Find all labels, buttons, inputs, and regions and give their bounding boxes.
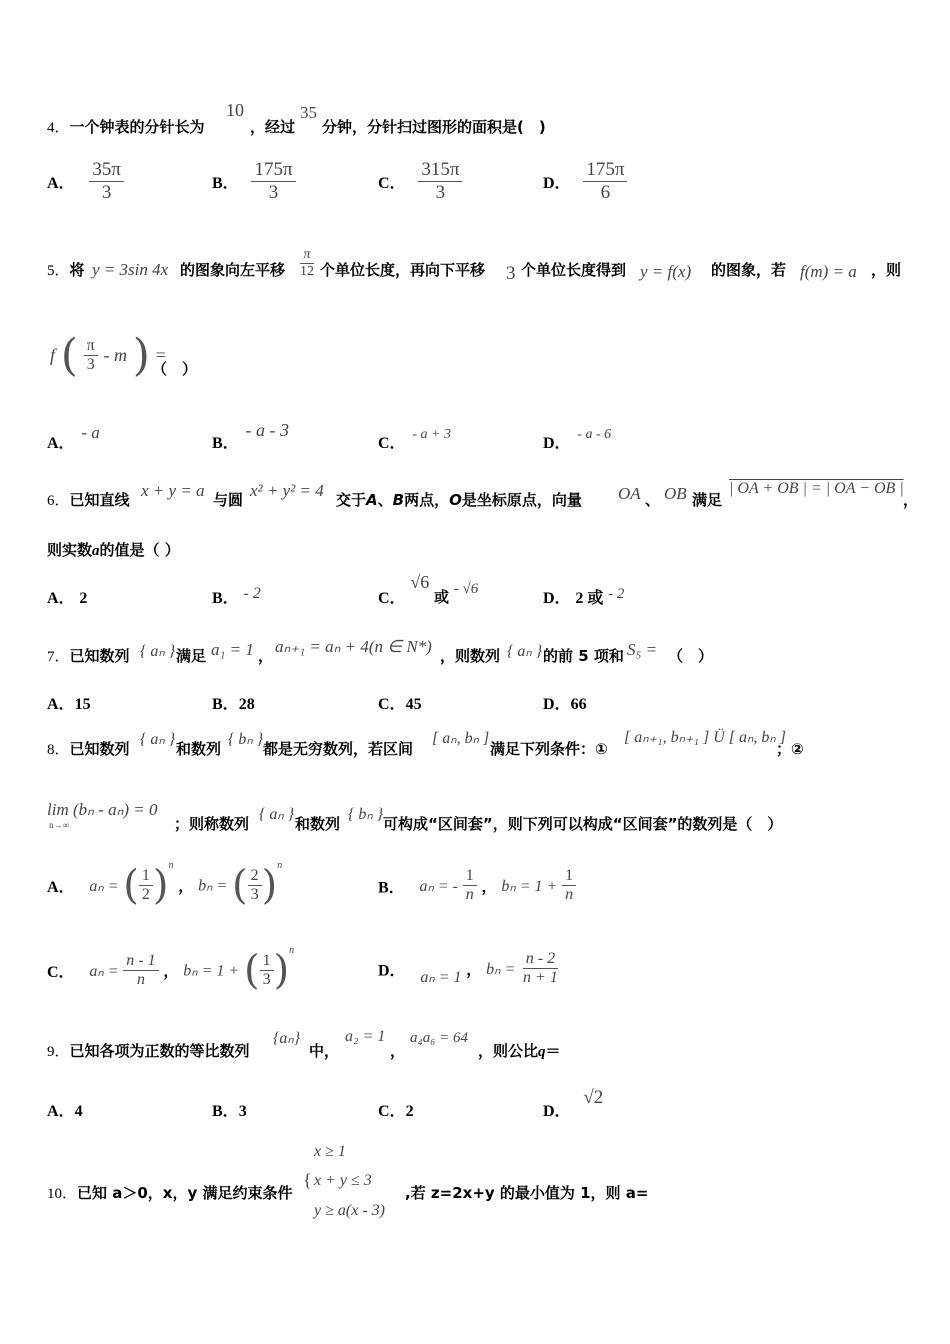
q8-interval: [ aₙ, bₙ ] [432,730,490,747]
q4-stem: 4．一个钟表的分针长为 [47,118,205,136]
q7-option-d[interactable]: D．66 [543,696,587,713]
q9-option-c[interactable]: C．2 [378,1103,414,1120]
q7-option-b[interactable]: B．28 [212,696,255,713]
q7-sum: S₅ = [627,640,658,659]
q10-constraint-1: x ≥ 1 [314,1143,346,1160]
q7-option-a[interactable]: A．15 [47,696,91,713]
q6-line2: 则实数a的值是（ ） [47,541,180,559]
q4-option-d-fraction: $\frac{175\pi}{6}$ [583,159,627,204]
q8-seq-a: { aₙ } [140,731,176,748]
q6-option-a[interactable]: A． 2 [47,590,88,607]
q4-option-b-fraction: $\frac{175\pi}{3}$ [251,159,295,204]
q7-first-term: a₁ = 1 [211,640,254,659]
q5-answer-paren: （ ） [152,360,198,378]
q4-option-a-fraction: $\frac{35\pi}{3}$ [89,159,124,204]
q6-vector-ob: OB [664,484,687,503]
q5-target-function: y = f(x) [640,262,692,281]
q6-line-equation: x + y = a [141,481,205,500]
q8-seq-a-ref: { aₙ } [259,806,295,823]
q5-expression: f ( $\frac{\pi}{3}$ - m ) = [50,330,166,381]
q5-shift-fraction: $\frac{\pi}{12}$ [300,247,314,280]
q9-a2: a₂ = 1 [345,1028,386,1045]
q8-option-c[interactable]: C． aₙ = $\frac{n - 1}{n}$ ， bₙ = 1 + ( $\frac{1}{3}$ )$^n$ [47,945,295,994]
q5-function: y = 3sin 4x [92,260,169,279]
q9-sequence: {aₙ} [273,1030,301,1047]
q9-product: a₄a₆ = 64 [410,1030,469,1046]
q10-brace: { [303,1170,312,1190]
q10-tail: ,若 z=2x+y 的最小值为 1，则 a= [405,1184,649,1202]
q6-option-c[interactable]: C． √6 或 - √6 [378,572,479,607]
q8-seq-b: { bₙ } [228,731,264,748]
q4-option-c[interactable]: C． $\frac{315\pi}{3}$ [378,159,462,204]
q8-limit: lim (bₙ - aₙ) = 0 n→∞ [47,800,158,830]
q5-number: 5． [47,263,70,279]
q9-number: 9． [47,1044,70,1060]
q6-option-d[interactable]: D． 2 或 - 2 [543,586,625,607]
q7-recurrence: aₙ₊₁ = aₙ + 4(n ∈ N*) [275,637,432,656]
q8-nested-condition: [ aₙ₊₁, bₙ₊₁ ] Ü [ aₙ, bₙ ] [624,729,786,746]
q5-option-c[interactable]: C． - a + 3 [378,427,451,452]
q10-constraint-2: x + y ≤ 3 [314,1172,372,1189]
q7-sequence-ref: { aₙ } [507,643,543,660]
q4-length: 10 [226,100,244,120]
q10-constraint-3: y ≥ a(x - 3) [314,1202,385,1219]
q8-seq-b-ref: { bₙ } [348,806,384,823]
q9-option-d[interactable]: D． √2 [543,1087,604,1120]
q4-option-c-fraction: $\frac{315\pi}{3}$ [418,159,462,204]
q9-option-b[interactable]: B．3 [212,1103,247,1120]
q8-option-b[interactable]: B． aₙ = - $\frac{1}{n}$ ， bₙ = 1 + $\frac{1}{n}$ [378,867,576,905]
q5-option-a[interactable]: A． - a [47,423,100,452]
q6-vector-oa: OA [618,484,641,503]
q9-option-a[interactable]: A．4 [47,1103,83,1120]
q6-circle-equation: x² + y² = 4 [250,481,324,500]
q5-option-b[interactable]: B． - a - 3 [212,420,289,452]
q5-option-d[interactable]: D． - a - 6 [543,427,612,452]
q4-option-b[interactable]: B． $\frac{175\pi}{3}$ [212,159,296,204]
q6-number: 6． [47,493,70,509]
q8-number: 8． [47,742,70,758]
q4-minutes: 35 [300,103,317,122]
q8-option-d[interactable]: D． aₙ = 1 ， bₙ = $\frac{n - 2}{n + 1}$ [378,950,558,987]
q6-vector-condition: | OA + OB | = | OA − OB | [729,480,904,497]
q5-down-shift: 3 [506,263,516,284]
q4-option-d[interactable]: D． $\frac{175\pi}{6}$ [543,159,627,204]
q4-number: 4． [47,120,70,136]
q10-number: 10． [47,1186,78,1202]
q7-sequence: { aₙ } [140,643,176,660]
q7-option-c[interactable]: C．45 [378,696,422,713]
q8-option-a[interactable]: A． aₙ = ( $\frac{1}{2}$ )$^n$ ， bₙ = ( $\frac{2}{3}$ )$^n$ [47,860,283,909]
q6-option-b[interactable]: B． - 2 [212,585,261,607]
q5-condition: f(m) = a [800,262,857,281]
q7-number: 7． [47,649,70,665]
q4-option-a[interactable]: A． $\frac{35\pi}{3}$ [47,159,124,204]
